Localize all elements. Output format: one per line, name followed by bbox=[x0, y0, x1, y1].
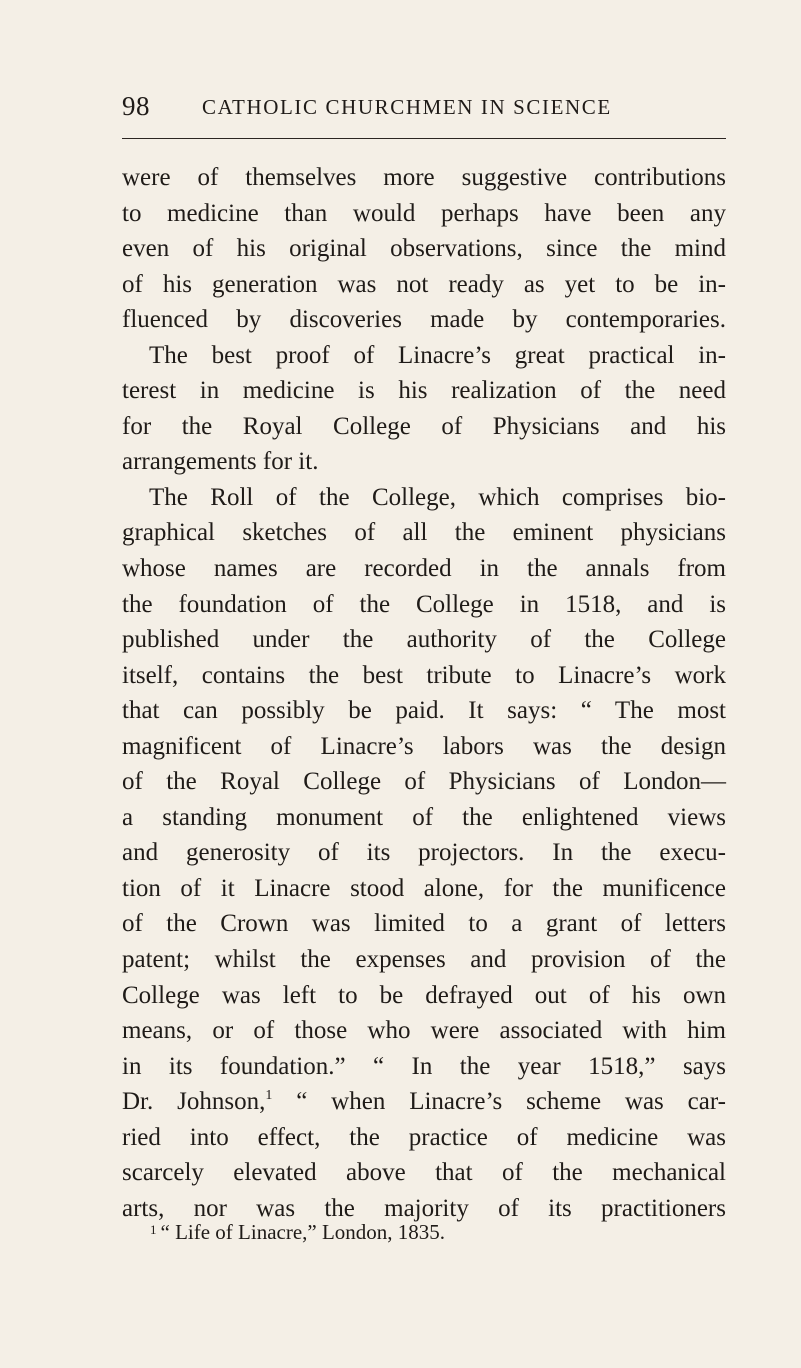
text-line: even of his original observations, since the mind bbox=[122, 235, 726, 263]
text-line: were of themselves more suggestive contributions bbox=[122, 164, 726, 191]
text-line: a standing monument of the enlightened views bbox=[122, 803, 726, 831]
page-number: 98 bbox=[122, 91, 150, 121]
footnote-mark: 1 bbox=[150, 1222, 157, 1237]
text-line: that can possibly be paid. It says: “ The most bbox=[122, 697, 726, 725]
text-line: arts, nor was the majority of its practitioners bbox=[122, 1194, 726, 1222]
text-line: fluenced by discoveries made by contemporaries. bbox=[122, 306, 726, 334]
text-line: patent; whilst the expenses and provision of the bbox=[122, 946, 726, 974]
text-line: magnificent of Linacre’s labors was the design bbox=[122, 732, 726, 760]
header-rule bbox=[122, 138, 726, 139]
text-line: The Roll of the College, which comprises bio- bbox=[149, 483, 726, 511]
text-line: College was left to be defrayed out of his own bbox=[122, 981, 726, 1009]
text-line-with-footnote-ref bbox=[122, 1084, 726, 1120]
footnote-text: “ Life of Linacre,” London, 1835. bbox=[160, 1220, 446, 1244]
text-fragment: “ when Linacre’s scheme was car- bbox=[272, 1088, 727, 1116]
text-line: of the Crown was limited to a grant of letters bbox=[122, 910, 726, 938]
footnote-reference: 1 bbox=[265, 1088, 273, 1104]
text-line: of his generation was not ready as yet to be in- bbox=[122, 270, 726, 298]
text-line: the foundation of the College in 1518, and is bbox=[122, 590, 726, 618]
text-line: scarcely elevated above that of the mechanical bbox=[122, 1159, 726, 1187]
text-line: means, or of those who were associated with him bbox=[122, 1017, 726, 1045]
text-line: itself, contains the best tribute to Linacre’s work bbox=[122, 661, 726, 689]
text-fragment: Dr. Johnson, bbox=[122, 1088, 266, 1116]
text-line: of the Royal College of Physicians of London— bbox=[122, 768, 726, 796]
text-line: tion of it Linacre stood alone, for the munificence bbox=[122, 874, 726, 902]
text-line: whose names are recorded in the annals from bbox=[122, 555, 726, 583]
body-text bbox=[122, 160, 726, 1226]
text-line: in its foundation.” “ In the year 1518,” says bbox=[122, 1052, 726, 1080]
text-line: published under the authority of the College bbox=[122, 626, 726, 654]
text-line: The best proof of Linacre’s great practical in- bbox=[149, 341, 726, 369]
text-line: terest in medicine is his realization of the need bbox=[122, 377, 726, 405]
footnote bbox=[150, 1216, 710, 1246]
text-line: for the Royal College of Physicians and his bbox=[122, 412, 726, 440]
text-line: ried into effect, the practice of medicine was bbox=[122, 1123, 726, 1151]
running-title: CATHOLIC CHURCHMEN IN SCIENCE bbox=[202, 95, 612, 119]
text-line: and generosity of its projectors. In the execu- bbox=[122, 839, 726, 867]
text-line: graphical sketches of all the eminent physicians bbox=[122, 519, 726, 547]
text-line: arrangements for it. bbox=[122, 448, 319, 476]
text-line: to medicine than would perhaps have been any bbox=[122, 199, 726, 227]
page-header bbox=[122, 92, 726, 132]
